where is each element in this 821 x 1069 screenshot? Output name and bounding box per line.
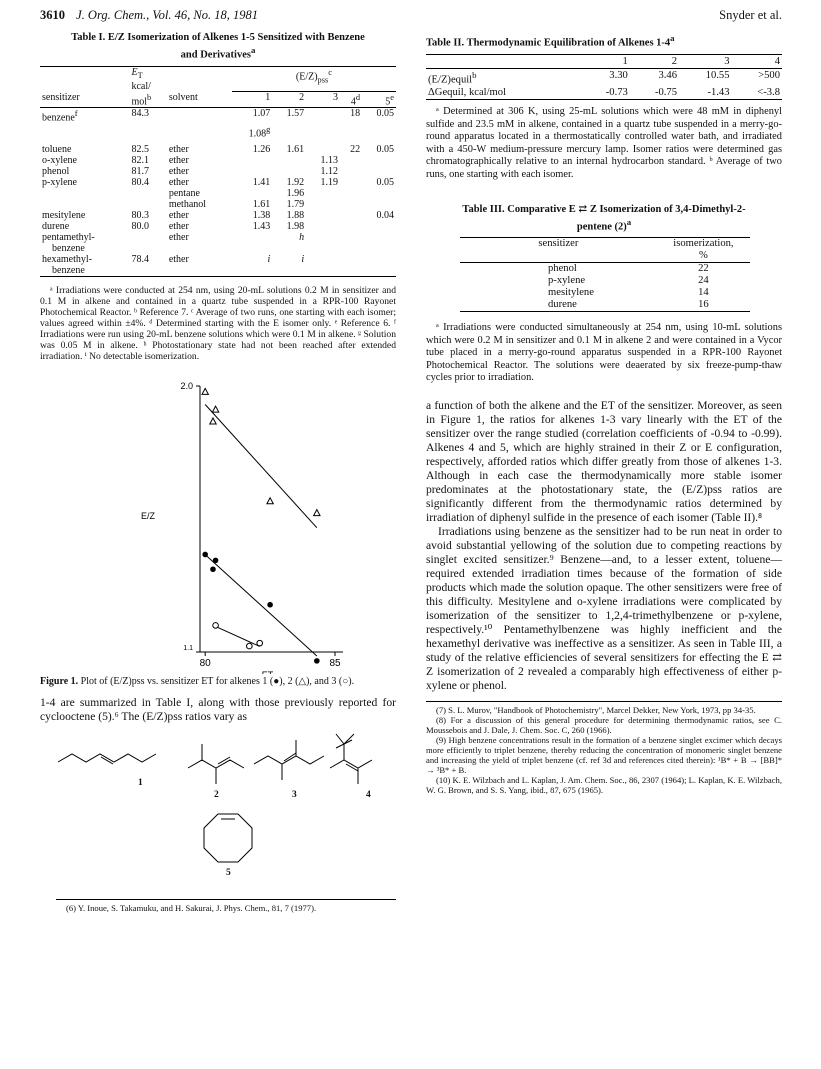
table3: sensitizer isomerization, % phenol 22 p-xylene 24 mesitylene 14 durene 16 bbox=[460, 237, 750, 312]
regression-line bbox=[205, 404, 317, 527]
left-column bbox=[40, 32, 396, 913]
reference-6: (6) Y. Inoue, S. Takamuku, and H. Sakurai, J. Phys. Chem., 81, 7 (1977). bbox=[66, 902, 317, 913]
left-references bbox=[56, 899, 396, 913]
data-point bbox=[212, 406, 218, 412]
table-row: pentane 1.96 bbox=[168, 187, 305, 199]
t2-row1-label: (E/Z)equil$^b$ bbox=[428, 69, 477, 86]
structure-2-icon bbox=[188, 744, 244, 784]
reference-7: (7) S. L. Murov, "Handbook of Photochemistry", Marcel Dekker, New York, 1973, pp 34-35. bbox=[436, 705, 756, 716]
structure-2-label: 2 bbox=[214, 789, 219, 800]
data-point bbox=[247, 643, 253, 649]
t1-ratio-header: $(E/Z)_{pss}^c$ bbox=[232, 66, 396, 92]
table-row: o-xylene 82.1 ether 1.13 bbox=[42, 154, 338, 166]
table-row: benzene$^f$ 84.3 1.07 1.57 18 0.05 bbox=[42, 108, 394, 124]
chemical-structures bbox=[40, 724, 396, 899]
data-point bbox=[202, 552, 208, 558]
y-tick-label: 1.1 bbox=[183, 644, 193, 652]
table2: 1 2 3 4 (E/Z)equil$^b$ 3.30 3.46 10.55 >500 ΔGequil, kcal/mol -0.73 -0.75 -1.43 <-3.8 bbox=[428, 55, 780, 99]
table-row: p-xylene 24 bbox=[548, 275, 709, 287]
figure1-caption: Figure 1. Plot of (E/Z)pss vs. sensitizer ET for alkenes 1 (●), 2 (△), and 3 (○). bbox=[40, 675, 355, 687]
page-header bbox=[40, 8, 782, 26]
data-point bbox=[202, 388, 208, 394]
t1-et-header: $E_T$ kcal/ bbox=[131, 66, 151, 92]
reference-9: (9) High benzene concentrations result in the formation of a benzene singlet excimer which decays more efficiently to triplet benzene, thereby reducing the concentration of monomeric singlet benzene and increasing the yield of triplet benzene (cf. ref 3d and references cited therein): ¹B* + B → [BB]* → ³B* + B. bbox=[426, 735, 782, 776]
data-point bbox=[257, 640, 263, 646]
table3-footnote: ᵃ Irradiations were conducted simultaneously at 254 nm, using 10-mL solutions which were 0.2 M in sensitizer and 0.1 M in alkene 2 and were contained in a Vycor tube placed in a merry-go-round apparatus suspended in a RPR-100 Rayonet Photochemical Reactor. The solutions were deaerated by six freeze-pump-thaw cycles prior to irradiation. bbox=[426, 322, 782, 384]
running-authors: Snyder et al. bbox=[719, 8, 782, 22]
table-row: mesitylene 80.3 ether 1.38 1.88 0.04 bbox=[42, 209, 394, 221]
structure-3-label: 3 bbox=[292, 789, 297, 800]
left-body-text bbox=[40, 696, 396, 724]
right-body-text bbox=[426, 399, 782, 693]
figure1 bbox=[40, 374, 396, 674]
right-column bbox=[426, 32, 782, 795]
x-axis-label bbox=[262, 670, 274, 674]
data-point bbox=[210, 566, 216, 572]
structure-5-icon bbox=[204, 814, 252, 862]
table1-caption: Table I. E/Z Isomerization of Alkenes 1-5 Sensitized with Benzene and Derivatives$^a$ bbox=[71, 32, 365, 61]
right-references bbox=[426, 701, 782, 795]
t2-row2-label: ΔGequil, kcal/mol bbox=[428, 87, 507, 99]
right-paragraph-2: Irradiations using benzene as the sensitizer had to be run neat in order to avoid substantial yellowing of the solution due to competing reactions by singlet excited sensitizer.⁹ Benzene—and, to a lesser extent, toluene—required extended irradiation times because of the formation of side products which made the solution opaque. The other sensitizers were free of this difficulty. Mesitylene and o-xylene irradiations were complicated by isomerization of the sensitizer to 1,2,4-trimethylbenzene or p-xylene, respectively.¹⁰ Pentamethylbenzene was highly inefficient and the hexamethyl derivative was ineffective as a sensitizer. As seen in Table III, a study of the relative efficiencies of several sensitizers for effecting the E ⇄ Z isomerization of 2 revealed a comparably high effectiveness of either p-xylene or phenol. bbox=[426, 525, 782, 693]
page-number: 3610 bbox=[40, 8, 65, 22]
structures-drawing bbox=[40, 724, 396, 899]
y-axis-label: E/Z bbox=[140, 510, 156, 521]
data-point bbox=[314, 658, 320, 664]
right-paragraph-1: a function of both the alkene and the ET of the sensitizer. Moreover, as seen in Figure 1, the ratios for alkenes 1-3 vary linearly with the ET of the sensitizer over the range studied (correlation coefficients of -0.94 to -0.99). Alkenes 4 and 5, which are highly strained in their Z or E configuration, respectively, afforded ratios which differ greatly from those of alkenes 1-3. Although in each case the thermodynamically more stable isomer predominates at the photostationary state, the (E/Z)pss ratios are significantly different from the thermodynamic ratios determined by irradiation of diphenyl sulfide in the presence of each isomer (Table II).⁸ bbox=[426, 399, 782, 525]
table-row: phenol 22 bbox=[548, 263, 709, 275]
figure1-chart bbox=[40, 374, 396, 674]
structure-1-label: 1 bbox=[138, 777, 143, 788]
y-tick-label: 2.0 bbox=[180, 380, 193, 391]
journal-citation: J. Org. Chem., Vol. 46, No. 18, 1981 bbox=[76, 8, 258, 22]
data-point bbox=[213, 558, 219, 564]
table-row: toluene 82.5 ether 1.26 1.61 22 0.05 bbox=[42, 143, 394, 155]
table-row: pentamethyl- benzene ether h bbox=[42, 231, 305, 254]
table2-footnote: ᵃ Determined at 306 K, using 25-mL solutions which were 48 mM in diphenyl sulfide and 23.5 mM in alkene, contained in a quartz tube suspended in a merry-go-round apparatus located in a thermostatically controlled water bath, and irradiated with a 450-W medium-pressure mercury lamp. Isomer ratios were determined gas chromatographically relative to an internal hydrocarbon standard. ᵇ Average of two runs, one starting with each isomer. bbox=[426, 106, 782, 180]
structure-4-icon bbox=[330, 734, 372, 784]
x-tick-label: 80 bbox=[199, 657, 211, 669]
reference-10: (10) K. E. Wilzbach and L. Kaplan, J. Am. Chem. Soc., 86, 2307 (1964); L. Kaplan, K. E. Wilzbach, W. G. Brown, and S. S. Yang, ibid., 87, 675 (1965). bbox=[426, 775, 782, 796]
structure-4-label: 4 bbox=[366, 789, 371, 800]
table-row: 1.08$^g$ bbox=[248, 124, 271, 139]
table1: $E_T$ kcal/ $(E/Z)_{pss}^c$ sensitizer mol$^b$ solvent 1 2 3 4$^d$ 5e benzene$^f$ 84.3 1.07 1.57 18 0.05 1.08$^g$ toluene 82.5 ether 1.26 1.61 22 0.05 o-xylene 82.1 ether 1.13 phenol 81.7 ether 1.12 p-xylene 80.4 ether 1.41 1.92 1.19 0.05 pentane 1.96 methanol 1.61 1.79 mesitylene 80.3 ether 1.38 1.88 0.04 durene 80.0 ether 1.43 1.98 pentamethyl- benzene ether h hexamethyl- benzene 78.4 ether i i bbox=[42, 66, 394, 276]
table-row: mesitylene 14 bbox=[548, 287, 709, 299]
data-point bbox=[267, 602, 273, 608]
x-tick-label: 85 bbox=[329, 657, 341, 669]
table-row: hexamethyl- benzene 78.4 ether i i bbox=[42, 253, 305, 276]
table-row: durene 80.0 ether 1.43 1.98 bbox=[42, 220, 305, 232]
left-paragraph-1: 1-4 are summarized in Table I, along with those previously reported for cyclooctene (5).⁶ The (E/Z)pss ratios vary as bbox=[40, 695, 396, 723]
table-row: durene 16 bbox=[548, 299, 709, 311]
regression-line bbox=[216, 626, 260, 646]
reference-8: (8) For a discussion of this general procedure for determining thermodynamic ratios, see C. Moussebois and J. Dale, J. Chem. Soc. C, 260 (1966). bbox=[426, 715, 782, 736]
table-row: p-xylene 80.4 ether 1.41 1.92 1.19 0.05 bbox=[42, 176, 394, 188]
table3-caption: Table III. Comparative E ⇄ Z Isomerization of 3,4-Dimethyl-2-pentene $(2)^a$ bbox=[462, 203, 746, 233]
structure-5-label: 5 bbox=[226, 867, 231, 878]
structure-3-icon bbox=[254, 740, 324, 780]
data-point bbox=[267, 498, 273, 504]
data-point bbox=[314, 510, 320, 516]
table1-footnote: ᵃ Irradiations were conducted at 254 nm, using 20-mL solutions 0.2 M in sensitizer and 0.1 M in alkene and contained in a quartz tube suspended in a RPR-100 Rayonet Photochemical Reactor. ᵇ Reference 7. ᶜ Average of two runs, one starting with each isomer; values agreed within ±4%. ᵈ Determined starting with the E isomer only. ᵉ Reference 6. ᶠ Irradiations were run using 20-mL benzene solutions which were 0.1 M in alkene. ᵍ Solution was 0.05 M in alkene. ʰ Photostationary state had not been reached after extended irradiation. ⁱ No detectable isomerization. bbox=[40, 284, 396, 362]
t1-sensitizer-header: sensitizer bbox=[42, 91, 80, 103]
table-row: methanol 1.61 1.79 bbox=[168, 198, 305, 210]
table-row: phenol 81.7 ether 1.12 bbox=[42, 165, 338, 177]
table2-caption: Table II. Thermodynamic Equilibration of Alkenes 1-4$^a$ bbox=[426, 33, 675, 49]
t1-solvent-header: solvent bbox=[168, 91, 198, 103]
data-point bbox=[213, 623, 219, 629]
data-point bbox=[210, 418, 216, 424]
